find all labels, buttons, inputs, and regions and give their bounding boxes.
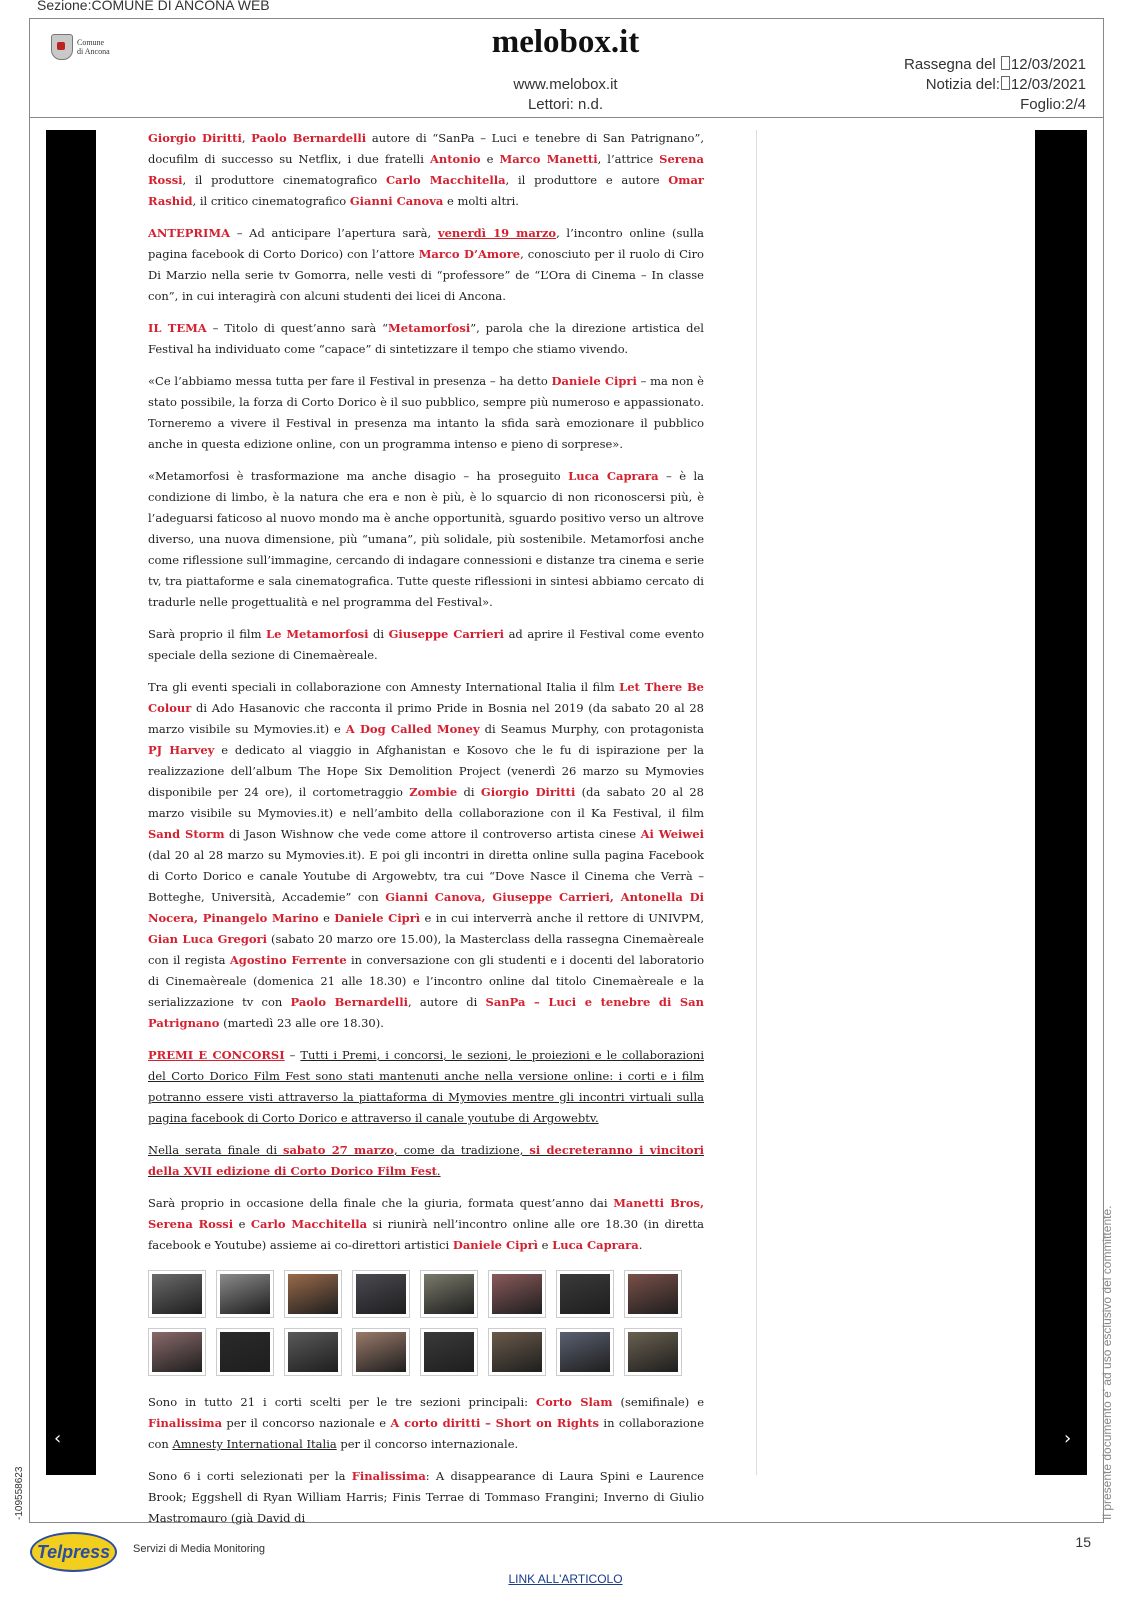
gallery-photo[interactable] bbox=[556, 1328, 614, 1376]
gallery-photo[interactable] bbox=[284, 1270, 342, 1318]
film-still-photo bbox=[220, 1332, 270, 1372]
paragraph-giuria: Sarà proprio in occasione della finale che la giuria, formata quest’anno dai Manetti Bros, Serena Rossi e Carlo Macchitella si riunirà nell’incontro online alle ore 18.30 (in diretta facebook e Youtube) assieme ai co-direttori artistici Daniele Ciprì e Luca Caprara. bbox=[148, 1196, 704, 1252]
paragraph-anteprima: ANTEPRIMA – Ad anticipare l’apertura sarà, venerdì 19 marzo, l’incontro online (sulla pagina facebook di Corto Dorico) con l’attore Marco D’Amore, conosciuto per il ruolo di Ciro Di Marzio nella serie tv Gomorra, nelle vesti di “professore” de “L’Ora di Cinema – In classe con”, in cui interagirà con alcuni studenti dei licei di Ancona. bbox=[148, 226, 704, 303]
portrait-photo bbox=[220, 1274, 270, 1314]
event-photo bbox=[492, 1274, 542, 1314]
gallery-photo[interactable] bbox=[556, 1270, 614, 1318]
gallery-photo[interactable] bbox=[352, 1328, 410, 1376]
date-link[interactable]: venerdì 19 marzo bbox=[437, 226, 557, 240]
gallery-photo[interactable] bbox=[216, 1270, 274, 1318]
placeholder-box-icon bbox=[1001, 76, 1010, 90]
column-divider bbox=[756, 130, 757, 1475]
paragraph-finale: Nella serata finale di sabato 27 marzo, come da tradizione, si decreteranno i vincitori della XVII edizione di Corto Dorico Film Fest. bbox=[148, 1143, 704, 1178]
gallery-photo[interactable] bbox=[488, 1270, 546, 1318]
portrait-photo bbox=[288, 1274, 338, 1314]
prev-arrow-icon[interactable]: ‹ bbox=[54, 1428, 62, 1449]
gallery-photo[interactable] bbox=[216, 1328, 274, 1376]
document-id: -109558623 bbox=[14, 1466, 25, 1520]
amnesty-link[interactable]: Amnesty International Italia bbox=[172, 1437, 337, 1451]
paragraph-sezioni: Sono in tutto 21 i corti scelti per le tre sezioni principali: Corto Slam (semifinale) e Finalissima per il concorso nazionale e A corto diritti – Short on Rights in collaborazione con Amnesty International Italia per il concorso internazionale. bbox=[148, 1395, 704, 1451]
paragraph-tema: IL TEMA – Titolo di quest’anno sarà “Metamorfosi”, parola che la direzione artistica del Festival ha individuato come “capace” di sintetizzare il tempo che stiamo vivendo. bbox=[148, 321, 704, 356]
gallery-photo[interactable] bbox=[420, 1328, 478, 1376]
article-link[interactable]: LINK ALL'ARTICOLO bbox=[508, 1572, 623, 1586]
paragraph-quote-caprara: «Metamorfosi è trasformazione ma anche disagio – ha proseguito Luca Caprara – è la condizione di limbo, è la natura che era e non è più, è lo squarcio di non riconoscersi più, è l’adeguarsi faticoso al nuovo mondo ma è anche opportunità, sguardo positivo verso un altrove diverso, una nuova dimensione, più “umana”, più solidale, più sostenibile. Metamorfosi anche come riflessione sull’immagine, cercando di indagare connessioni e distanze tra cinema e serie tv, tra piattaforme e sala cinematografica. Tutte queste riflessioni in sintesi abbiamo cercato di tradurle nelle progettualità e nel programma del Festival». bbox=[148, 469, 704, 609]
paragraph-finalissima: Sono 6 i corti selezionati per la Finalissima: A disappearance di Laura Spini e Laurence Brook; Eggshell di Ryan William Harris; Finis Terrae di Tommaso Frangini; Inverno di Giulio Mastromauro (già David di bbox=[148, 1469, 704, 1525]
event-photo bbox=[424, 1274, 474, 1314]
gallery-photo[interactable] bbox=[624, 1270, 682, 1318]
section-label: Sezione:COMUNE DI ANCONA WEB bbox=[37, 0, 270, 13]
portrait-photo bbox=[152, 1274, 202, 1314]
footer-services: Servizi di Media Monitoring bbox=[133, 1543, 266, 1555]
paragraph-special-events: Tra gli eventi speciali in collaborazione con Amnesty International Italia il film Let There Be Colour di Ado Hasanovic che racconta il primo Pride in Bosnia nel 2019 (da sabato 20 al 28 marzo visibile su Mymovies.it) e A Dog Called Money di Seamus Murphy, con protagonista PJ Harvey e dedicato al viaggio in Afghanistan e Kosovo che le fu di ispirazione per la realizzazione dell’album The Hope Six Demolition Project (venerdì 26 marzo su Mymovies disponibile per 24 ore), il cortometraggio Zombie di Giorgio Diritti (da sabato 20 al 28 marzo visibile su Mymovies.it) e nell’ambito della collaborazione con il Ka Festival, il film Sand Storm di Jason Wishnow che vede come attore il controverso artista cinese Ai Weiwei (dal 20 al 28 marzo su Mymovies.it). E poi gli incontri in diretta online sulla pagina Facebook di Corto Dorico e canale Youtube di Argowebtv, tra cui “Dove Nasce il Cinema che Verrà – Botteghe, Università, Accademie” con Gianni Canova, Giuseppe Carrieri, Antonella Di Nocera, Pinangelo Marino e Daniele Ciprì e in cui interverrà anche il rettore di UNIVPM, Gian Luca Gregori (sabato 20 marzo ore 15.00), la Masterclass della rassegna Cinemaèreale con il regista Agostino Ferrente in conversazione con gli studenti e i docenti del laboratorio di Cinemaèreale (domenica 21 alle 18.30) e l’incontro online dal titolo Cinemaèreale e la serializzazione tv con Paolo Bernardelli, autore di SanPa – Luci e tenebre di San Patrignano (martedì 23 alle ore 18.30). bbox=[148, 680, 705, 1030]
paragraph-premi: PREMI E CONCORSI – Tutti i Premi, i concorsi, le sezioni, le proiezioni e le collaborazioni del Corto Dorico Film Fest sono stati mantenuti anche nella versione online: i corti e i film potranno essere visti attraverso la piattaforma di Mymovies mentre gli incontri virtuali sulla pagina facebook di Corto Dorico e attraverso il canale youtube di Argowebtv. bbox=[148, 1048, 705, 1125]
next-arrow-icon[interactable]: › bbox=[1064, 1428, 1072, 1449]
event-photo bbox=[560, 1332, 610, 1372]
header-meta bbox=[904, 55, 1086, 115]
disclaimer-note: Il presente documento e' ad uso esclusivo del committente. bbox=[1100, 1205, 1114, 1520]
paragraph-opening-film: Sarà proprio il film Le Metamorfosi di Giuseppe Carrieri ad aprire il Festival come evento speciale della sezione di Cinemaèreale. bbox=[148, 627, 704, 662]
portrait-photo bbox=[288, 1332, 338, 1372]
portrait-photo bbox=[492, 1332, 542, 1372]
gallery-photo[interactable] bbox=[148, 1270, 206, 1318]
gallery-photo[interactable] bbox=[420, 1270, 478, 1318]
placeholder-box-icon bbox=[1001, 56, 1010, 70]
photo-gallery bbox=[148, 1270, 704, 1376]
readers-count: Lettori: n.d. bbox=[527, 96, 604, 113]
gallery-photo[interactable] bbox=[284, 1328, 342, 1376]
right-gallery-bar bbox=[1035, 130, 1087, 1475]
notizia-date: Notizia del: 12/03/2021 bbox=[925, 76, 1086, 93]
portrait-photo bbox=[628, 1274, 678, 1314]
gallery-photo[interactable] bbox=[624, 1328, 682, 1376]
page-number: 15 bbox=[1075, 1534, 1091, 1550]
header-divider bbox=[29, 117, 1104, 118]
foglio: Foglio:2/4 bbox=[1020, 96, 1086, 113]
film-still-photo bbox=[424, 1332, 474, 1372]
portrait-photo bbox=[560, 1274, 610, 1314]
article-body bbox=[148, 128, 704, 1540]
paragraph-guests: Giorgio Diritti, Paolo Bernardelli autore di “SanPa – Luci e tenebre di San Patrignano”, docufilm di successo su Netflix, i due fratelli Antonio e Marco Manetti, l’attrice Serena Rossi, il produttore cinematografico Carlo Macchitella, il produttore e autore Omar Rashid, il critico cinematografico Gianni Canova e molti altri. bbox=[148, 131, 704, 208]
left-gallery-bar bbox=[46, 130, 96, 1475]
logo-line-2: di Ancona bbox=[77, 47, 110, 56]
portrait-photo bbox=[356, 1332, 406, 1372]
portrait-photo bbox=[356, 1274, 406, 1314]
gallery-photo[interactable] bbox=[352, 1270, 410, 1318]
gallery-photo[interactable] bbox=[148, 1328, 206, 1376]
rassegna-date: Rassegna del 12/03/2021 bbox=[904, 56, 1086, 73]
portrait-photo bbox=[152, 1332, 202, 1372]
telpress-logo: Telpress bbox=[30, 1532, 117, 1572]
logo-line-1: Comune bbox=[77, 38, 105, 47]
site-url: www.melobox.it bbox=[513, 76, 618, 93]
paragraph-quote-cipri: «Ce l’abbiamo messa tutta per fare il Festival in presenza – ha detto Daniele Cipri – ma non è stato possibile, la forza di Corto Dorico è il suo pubblico, sempre più numeroso e appassionato. Torneremo a vivere il Festival in presenza ma intanto la sfida sarà emozionare il pubblico anche in questa edizione online, con un programma intenso e pieno di sorprese». bbox=[148, 374, 704, 451]
gallery-photo[interactable] bbox=[488, 1328, 546, 1376]
site-title: melobox.it bbox=[491, 24, 640, 60]
portrait-photo bbox=[628, 1332, 678, 1372]
